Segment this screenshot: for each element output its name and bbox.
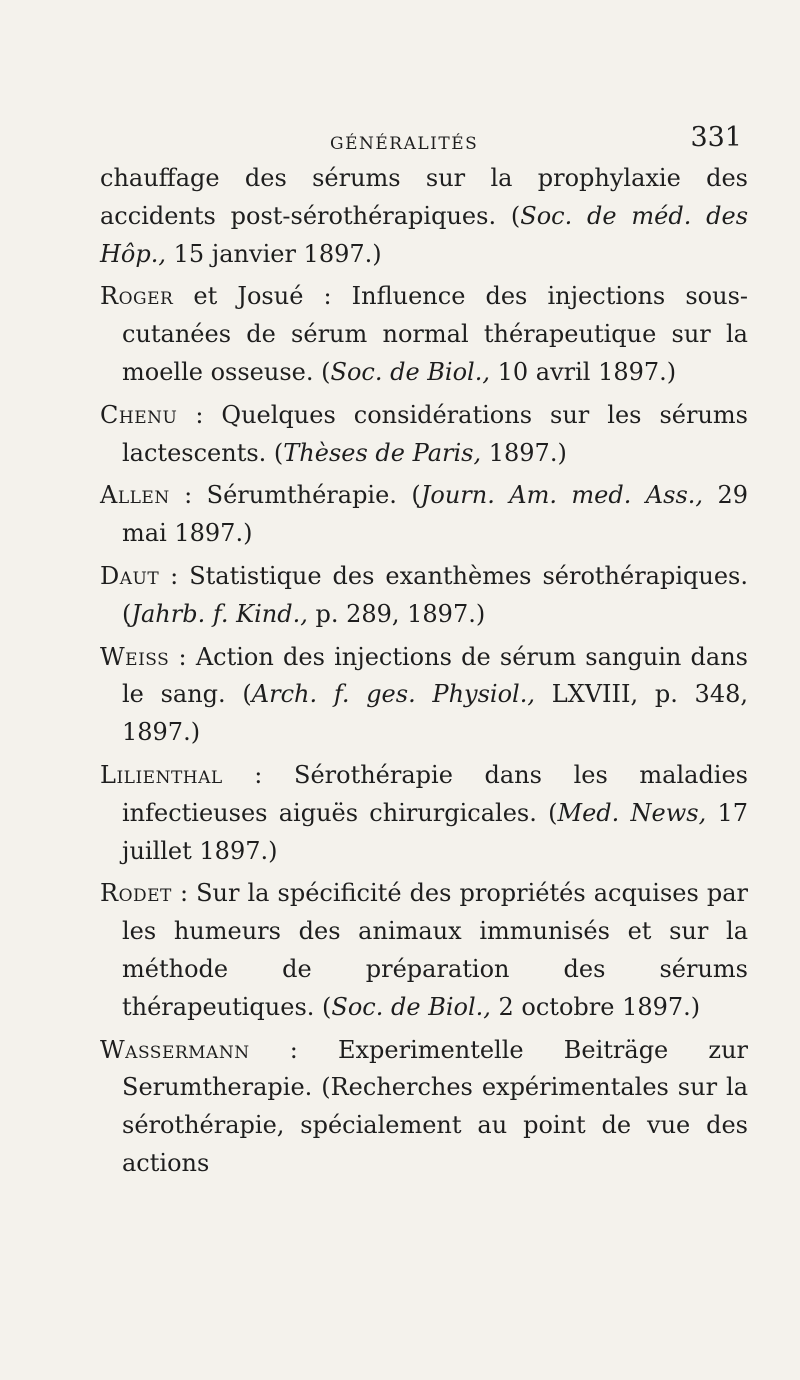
- entry-text: : Sérothérapie dans les maladies infectieuses aiguës chirurgicales.: [122, 760, 748, 827]
- entry-author: Chenu: [100, 400, 178, 429]
- entry-reference: Med. News,: [557, 798, 707, 827]
- entry-author: Daut: [100, 561, 160, 590]
- entry-reference-tail: LXVIII, p. 348, 1897.): [122, 680, 748, 747]
- entry-reference-tail: 10 avril 1897.): [489, 357, 677, 386]
- entry-text: : Sérumthérapie.: [169, 481, 412, 510]
- entry-ref-open: (: [322, 992, 332, 1021]
- entry-text: : Quelques considérations sur les sérums lactescents.: [122, 400, 748, 467]
- running-title: GÉNÉRALITÉS: [330, 134, 479, 154]
- bibliography-entry: [100, 160, 748, 273]
- entry-author: Weiss: [100, 642, 170, 671]
- entry-ref-open: (: [122, 599, 132, 628]
- entry-text: chauffage des sérums sur la prophylaxie des accidents post-sérothérapiques.: [100, 164, 748, 230]
- entry-reference-tail: 29 mai 1897.): [122, 481, 749, 548]
- entry-ref-open: (: [510, 201, 521, 230]
- entry-author: Roger: [100, 282, 174, 311]
- bibliography-entry: [100, 278, 748, 391]
- entry-reference: Soc. de méd. des Hôp.,: [100, 201, 749, 268]
- entry-ref-open: (: [242, 680, 252, 709]
- entry-text: : Statistique des exanthèmes sérothérapiques.: [159, 561, 748, 590]
- entry-reference-tail: p. 289, 1897.): [307, 599, 486, 628]
- entry-reference: Soc. de Biol.,: [330, 357, 490, 386]
- bibliography-entry: [100, 757, 748, 870]
- bibliography-entry: [100, 477, 748, 553]
- entry-author: Lilienthal: [100, 760, 223, 789]
- entry-reference-tail: 1897.): [481, 438, 567, 467]
- entry-reference-tail: 2 octobre 1897.): [490, 992, 701, 1021]
- entry-ref-open: (: [411, 481, 421, 510]
- entry-reference: Jahrb. f. Kind.,: [131, 599, 308, 628]
- page-number: 331: [690, 122, 742, 153]
- bibliography-entry: [100, 558, 748, 634]
- entry-author: Rodet: [100, 879, 172, 908]
- entry-text: : Action des injections de sérum sanguin dans le sang.: [122, 642, 748, 709]
- bibliography-entry: [100, 875, 748, 1026]
- entry-author: Allen: [100, 481, 170, 510]
- entry-reference: Thèses de Paris,: [283, 438, 482, 467]
- entry-reference: Soc. de Biol.,: [331, 992, 491, 1021]
- bibliography-list: [100, 160, 748, 1188]
- bibliography-entry: [100, 639, 748, 752]
- bibliography-entry: [100, 397, 748, 473]
- entry-ref-open: (: [548, 798, 558, 827]
- entry-reference: Arch. f. ges. Physiol.,: [251, 680, 535, 709]
- entry-reference-tail: 17 juillet 1897.): [122, 798, 749, 865]
- bibliography-entry: [100, 1032, 748, 1183]
- entry-reference: Journ. Am. med. Ass.,: [420, 481, 704, 510]
- entry-text: : Experimentelle Beiträge zur Serumtherapie. (Recherches expérimentales sur la sérothérapie, spécialement au point de vue des actions: [122, 1035, 748, 1177]
- entry-text: et Josué : Influence des injections sous-cutanées de sérum normal thérapeutique sur la moelle osseuse.: [122, 282, 748, 386]
- entry-reference-tail: 15 janvier 1897.): [166, 239, 382, 268]
- running-header: [100, 112, 742, 152]
- entry-author: Wassermann: [100, 1035, 250, 1064]
- entry-text: : Sur la spécificité des propriétés acquises par les humeurs des animaux immunisés et sur la méthode de préparation des sérums thérapeutiques.: [122, 879, 748, 1021]
- entry-ref-open: (: [273, 438, 284, 467]
- entry-ref-open: (: [321, 357, 331, 386]
